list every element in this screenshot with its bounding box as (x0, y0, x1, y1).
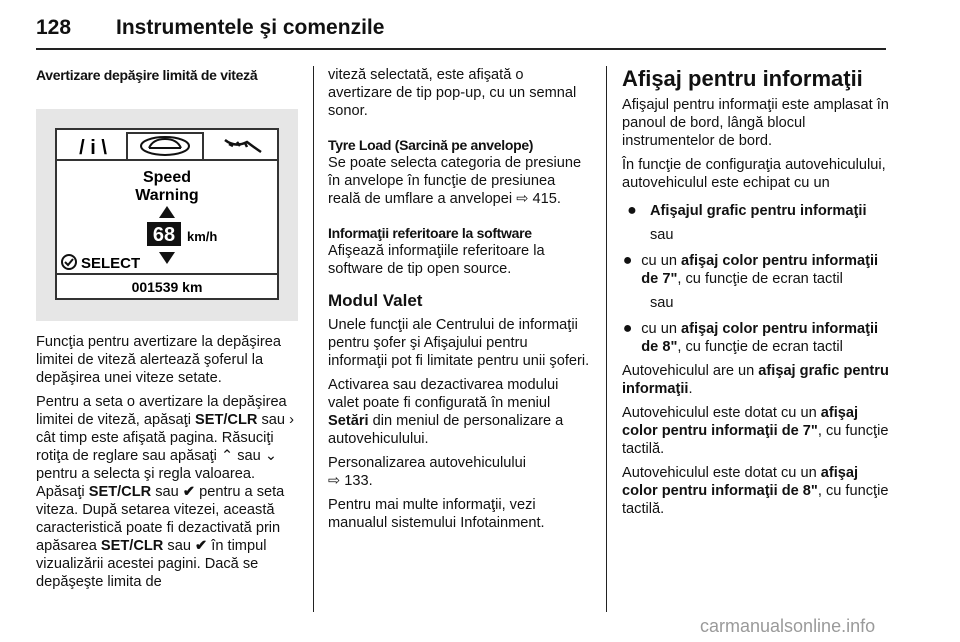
list-item: ● cu un afişaj color pentru informaţii de 8", cu funcţie de ecran tactil (622, 320, 879, 355)
section-heading-software: Informaţii referitoare la software (328, 225, 532, 241)
chevron-right-icon: › (289, 412, 294, 428)
software-text: Afişează informaţiile referitoare la software de tip open source. (328, 243, 545, 277)
info-display-text-1: Afişajul pentru informaţii este amplasat în panoul de bord, lângă blocul instrumentelor de bord. (622, 97, 889, 149)
page-header (36, 6, 886, 46)
tab-road-icon: / i \ (79, 137, 107, 159)
valet-text-2: Activarea sau dezactivarea modului valet poate fi configurată în meniul Setări din meniul de personalizare a autovehiculului. (328, 377, 564, 447)
arrow-up-icon (159, 206, 175, 218)
page-title: Instrumentele şi comenzile (116, 16, 385, 39)
section-heading-tyre-load: Tyre Load (Sarcină pe anvelope) (328, 137, 534, 153)
info-display-text-2: În funcţie de configuraţia autovehiculului, autovehiculul este echipat cu un (622, 157, 886, 191)
speed-warning-continuation: viteză selectată, este afişată o avertizare de tip pop-up, cu un semnal sonor. (328, 67, 577, 119)
bullet-icon: ● (622, 320, 633, 337)
watermark: carmanualsonline.info (700, 616, 876, 636)
arrow-down-icon (159, 252, 175, 264)
info-display-text-3: Autovehiculul are un afişaj grafic pentru informaţii. (622, 363, 889, 397)
column-1 (36, 66, 300, 597)
speed-value: 68 (152, 224, 176, 246)
check-icon: ✔ (195, 538, 208, 554)
warning-label: Warning (135, 187, 199, 204)
or-text: sau (650, 227, 674, 243)
or-text: sau (650, 295, 674, 311)
valet-text-4: Pentru mai multe informaţii, vezi manualul sistemului Infotainment. (328, 497, 545, 531)
speed-warning-figure (36, 109, 298, 321)
speed-unit: km/h (187, 229, 218, 244)
column-divider-1 (313, 66, 314, 612)
chevron-up-icon: ⌃ (220, 448, 234, 464)
speed-warning-instructions: Pentru a seta o avertizare la depăşirea limitei de viteză, apăsaţi SET/CLR sau › cât timp este afişată pagina. Răsuciţi rotiţa de reglare sau apăsaţi ⌃ sau ⌄ pentru a selecta şi regla valoarea. Apăsaţi SET/CLR sau ✔ pentru a seta viteza. După setarea vitezei, această caracteristică poate fi dezactivată prin apăsarea SET/CLR sau ✔ în timpul vizualizării acestei pagini. Dacă se depăşeşte limita de (36, 394, 294, 590)
select-label: SELECT (81, 255, 141, 272)
info-display-text-5: Autovehiculul este dotat cu un afişaj color pentru informaţii de 8", cu funcţie tactilă. (622, 465, 889, 517)
chevron-down-icon: ⌄ (264, 448, 278, 464)
tyre-pressure-icon (225, 140, 261, 152)
bullet-icon: ● (627, 202, 637, 219)
cluster-display (55, 128, 279, 300)
page-ref-arrow-icon: ⇨ (516, 191, 529, 207)
tyre-load-text: Se poate selecta categoria de presiune în anvelope în funcţie de presiunea reală de umflare a anvelopei ⇨ 415. (328, 155, 582, 207)
header-rule (36, 48, 886, 50)
cluster-display-graphic (57, 130, 277, 298)
column-2 (328, 66, 590, 538)
section-heading-speed-warning: Avertizare depăşire limită de viteză (36, 67, 258, 83)
odometer-value: 001539 km (131, 279, 203, 295)
page-ref-link[interactable]: 133 (344, 473, 369, 489)
column-3 (622, 66, 890, 524)
column-divider-2 (606, 66, 607, 612)
info-display-text-4: Autovehiculul este dotat cu un afişaj color pentru informaţii de 7", cu funcţie tactilă. (622, 405, 889, 457)
valet-text-3: Personalizarea autovehiculului ⇨ 133. (328, 455, 526, 489)
speed-label: Speed (142, 169, 192, 186)
check-circle-icon (62, 255, 76, 269)
page-ref-link[interactable]: 415 (532, 191, 557, 207)
check-icon: ✔ (182, 484, 196, 500)
page-number: 128 (36, 16, 72, 39)
valet-text-1: Unele funcţii ale Centrului de informaţii pentru şofer şi Afişajului pentru informaţii pot fi limitate pentru unii şoferi. (328, 317, 590, 369)
bullet-icon: ● (622, 252, 633, 269)
list-item: ● Afişajul grafic pentru informaţii (622, 202, 890, 220)
page-ref-arrow-icon: ⇨ (328, 473, 341, 489)
section-heading-info-display: Afişaj pentru informaţii (622, 66, 863, 91)
speed-warning-intro: Funcţia pentru avertizare la depăşirea limitei de viteză alertează şoferul la depăşirea unei viteze setate. (36, 334, 281, 386)
section-heading-valet: Modul Valet (328, 291, 423, 310)
list-item: ● cu un afişaj color pentru informaţii de 7", cu funcţie de ecran tactil (622, 252, 879, 287)
